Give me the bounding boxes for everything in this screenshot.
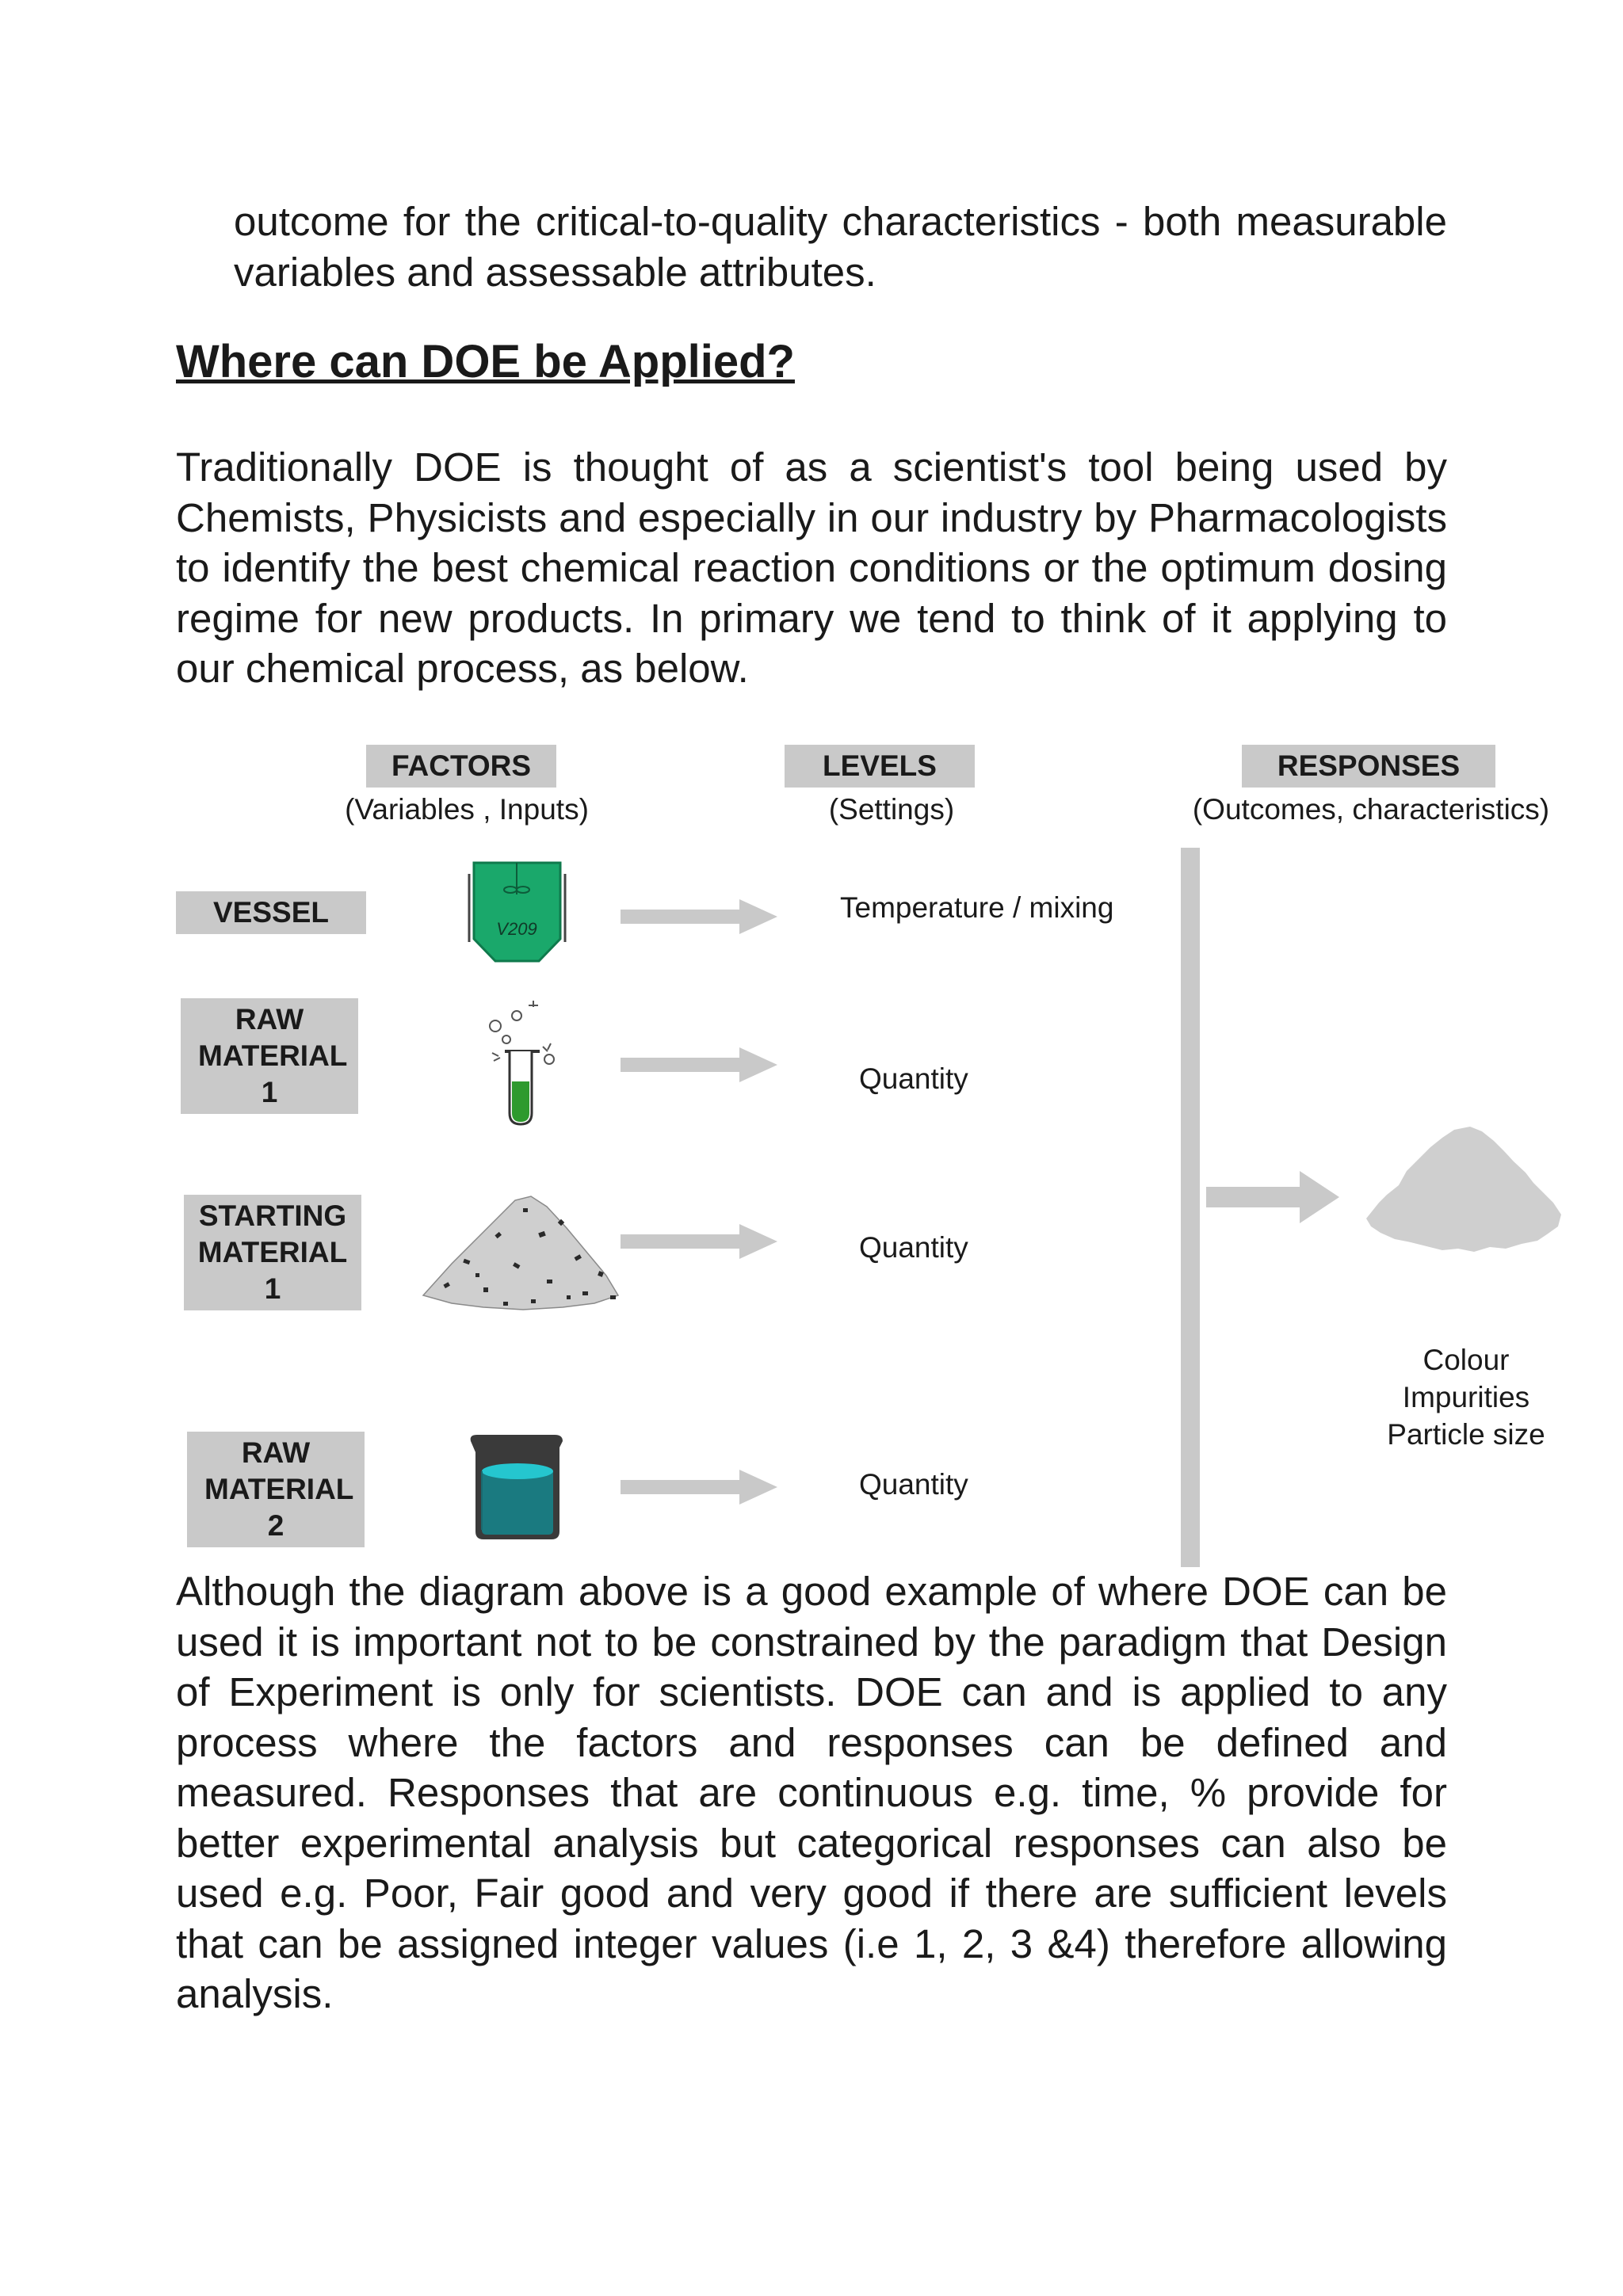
column-subtitle-responses: (Outcomes, characteristics) <box>1192 793 1550 826</box>
level-label-starting-material-1: Quantity <box>859 1231 968 1264</box>
arrow-raw-material-2 <box>621 1468 779 1506</box>
arrow-vessel <box>621 898 779 936</box>
column-header-levels: LEVELS <box>785 745 975 788</box>
vessel-tag: V209 <box>496 919 537 939</box>
vessel-icon <box>468 860 567 967</box>
response-impurities: Impurities <box>1402 1381 1530 1413</box>
response-colour: Colour <box>1423 1344 1510 1376</box>
column-header-responses: RESPONSES <box>1242 745 1495 788</box>
column-subtitle-levels: (Settings) <box>828 793 955 826</box>
factor-box-raw-material-2 <box>187 1432 365 1547</box>
beaker-icon <box>466 1430 569 1543</box>
response-particle-size: Particle size <box>1387 1418 1545 1451</box>
responses-list <box>1347 1341 1585 1453</box>
column-subtitle-factors: (Variables , Inputs) <box>345 793 589 826</box>
factor-label-raw-material-2: RAW MATERIAL 2 <box>204 1436 354 1542</box>
response-powder-icon <box>1363 1123 1565 1262</box>
column-header-factors: FACTORS <box>366 745 556 788</box>
intro-paragraph: outcome for the critical-to-quality characteristics - both measurable variables and assessable attributes. <box>234 199 1447 295</box>
test-tube-icon <box>479 994 559 1129</box>
factor-box-starting-material-1 <box>184 1195 361 1310</box>
factor-label-starting-material-1: STARTING MATERIAL 1 <box>197 1199 348 1305</box>
collector-bar <box>1181 848 1200 1567</box>
arrow-raw-material-1 <box>621 1046 779 1084</box>
factor-box-raw-material-1 <box>181 998 358 1114</box>
arrow-to-response <box>1206 1171 1341 1223</box>
level-label-raw-material-2: Quantity <box>859 1468 968 1501</box>
paragraph-traditional-doe: Traditionally DOE is thought of as a scientist's tool being used by Chemists, Physicists and especially in our industry by Pharmacologists to identify the best chemical reaction conditions or the optimum dosing regime for new products. In primary we tend to think of it applying to our chemical process, as below. <box>176 444 1447 691</box>
factor-label-raw-material-1: RAW MATERIAL 1 <box>198 1003 348 1108</box>
factor-box-vessel <box>176 891 366 934</box>
powder-pile-icon <box>420 1184 622 1315</box>
level-label-raw-material-1: Quantity <box>859 1062 968 1095</box>
section-heading: Where can DOE be Applied? <box>176 336 795 387</box>
level-label-vessel: Temperature / mixing <box>840 891 1114 924</box>
paragraph-doe-broad-application: Although the diagram above is a good example of where DOE can be used it is important not to be constrained by the paradigm that Design of Experiment is only for scientists. DOE can and is applied to any process where the factors and responses can be defined and measured. Responses that are continuous e.g. time, % provide for better experimental analysis but categorical responses can also be used e.g. Poor, Fair good and very good if there are sufficient levels that can be assigned integer values (i.e 1, 2, 3 &4) therefore allowing analysis. <box>176 1569 1447 2016</box>
factor-label-vessel: VESSEL <box>213 896 329 929</box>
arrow-starting-material-1 <box>621 1222 779 1261</box>
